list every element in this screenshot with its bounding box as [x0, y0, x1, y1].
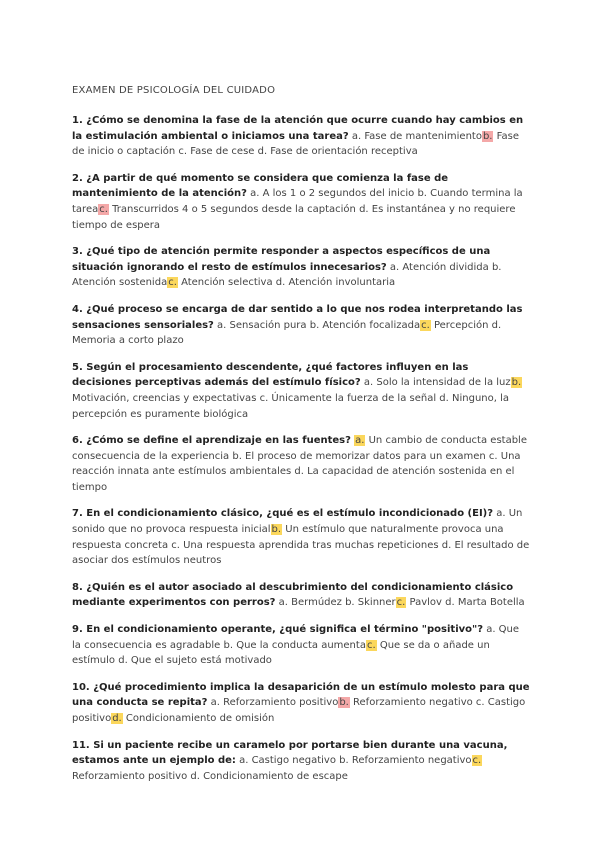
- answer-options: Condicionamiento de omisión: [122, 713, 275, 724]
- highlighted-answer: b.: [511, 377, 522, 389]
- question-text: 3. ¿Qué tipo de atención permite responder a aspectos específicos de una situación ignorando el resto de estímulos innecesarios?: [72, 246, 491, 273]
- answer-options: a. Castigo negativo b. Reforzamiento negativo: [235, 755, 472, 767]
- question-item: [72, 738, 530, 785]
- document-title: EXAMEN DE PSICOLOGÍA DEL CUIDADO: [72, 85, 276, 96]
- question-text: 10. ¿Qué procedimiento implica la desaparición de un estímulo molesto para que una conducta se repita?: [72, 681, 530, 709]
- answer-options: Pavlov d. Marta Botella: [406, 597, 525, 609]
- question-text: 4. ¿Qué proceso se encarga de dar sentido a lo que nos rodea interpretando las sensaciones sensoriales?: [72, 303, 523, 331]
- answer-options: a. Que la consecuencia es agradable b. Que la conducta aumenta: [72, 624, 520, 651]
- highlighted-answer: b.: [271, 524, 282, 536]
- question-item: [72, 171, 530, 233]
- question-text: 9. En el condicionamiento operante, ¿qué significa el término "positivo"?: [72, 624, 484, 636]
- highlighted-answer: c.: [421, 319, 430, 331]
- question-text: 11. Si un paciente recibe un caramelo por portarse bien durante una vacuna, estamos ante un ejemplo de:: [72, 739, 508, 767]
- answer-options: Que se da o añade un estímulo d. Que el sujeto está motivado: [72, 639, 490, 667]
- question-item: [72, 360, 530, 422]
- answer-options: a. Reforzamiento positivo: [207, 697, 339, 709]
- answer-options: a. Solo la intensidad de la luz: [360, 377, 511, 389]
- answer-options: a. Bermúdez b. Skinner: [275, 597, 396, 609]
- question-text: 8. ¿Quién es el autor asociado al descubrimiento del condicionamiento clásico mediante experimentos con perros?: [72, 581, 514, 609]
- highlighted-answer: b.: [339, 697, 349, 709]
- highlighted-answer: d.: [112, 713, 122, 724]
- answer-options: Un estímulo que naturalmente provoca una respuesta concreta c. Una respuesta aprendida tras muchas repeticiones d. El resultado de asociar dos estímulos neutros: [72, 524, 530, 567]
- question-text: 7. En el condicionamiento clásico, ¿qué es el estímulo incondicionado (EI)?: [72, 508, 494, 520]
- question-text: 2. ¿A partir de qué momento se considera que comienza la fase de mantenimiento de la atención?: [72, 172, 449, 200]
- question-item: [72, 622, 530, 669]
- answer-options: a. Fase de mantenimiento: [348, 130, 482, 142]
- question-item: [72, 244, 530, 291]
- highlighted-answer: c.: [366, 639, 376, 651]
- question-item: [72, 433, 530, 495]
- highlighted-answer: c.: [396, 597, 406, 609]
- answer-options: Percepción d. Memoria a corto plazo: [72, 319, 502, 347]
- question-item: [72, 506, 530, 568]
- highlighted-answer: b.: [482, 130, 493, 142]
- answer-options: a. A los 1 o 2 segundos del inicio b. Cuando termina la tarea: [72, 188, 523, 215]
- answer-options: a. Un sonido que no provoca respuesta inicial: [72, 508, 523, 536]
- answer-options: Fase de inicio o captación c. Fase de cese d. Fase de orientación receptiva: [72, 130, 519, 158]
- answer-options: a. Sensación pura b. Atención focalizada: [213, 319, 421, 331]
- answer-options: Atención selectiva d. Atención involuntaria: [177, 277, 396, 289]
- question-text: 5. Según el procesamiento descendente, ¿qué factores influyen en las decisiones perceptivas además del estímulo físico?: [72, 361, 469, 389]
- answer-options: Motivación, creencias y expectativas c. Únicamente la fuerza de la señal d. Ninguno, la percepción es puramente biológica: [72, 392, 509, 420]
- answer-options: Reforzamiento positivo d. Condicionamiento de escape: [72, 770, 348, 782]
- question-list: [72, 113, 530, 784]
- highlighted-answer: a.: [355, 435, 365, 447]
- highlighted-answer: c.: [472, 755, 482, 767]
- answer-options: Transcurridos 4 o 5 segundos desde la captación d. Es instantánea y no requiere tiempo de espera: [72, 203, 516, 231]
- answer-options: a. Atención dividida b. Atención sostenida: [72, 261, 502, 289]
- answer-options: Un cambio de conducta estable consecuencia de la experiencia b. El proceso de memorizar datos para un examen c. Una reacción innata ante estímulos ambientales d. La capacidad de atención sostenida en el tiempo: [72, 435, 527, 493]
- question-text: 6. ¿Cómo se define el aprendizaje en las fuentes?: [72, 435, 351, 447]
- highlighted-answer: c.: [99, 203, 108, 215]
- question-item: [72, 680, 530, 727]
- answer-options: Reforzamiento negativo c. Castigo positivo: [72, 697, 526, 724]
- question-text: 1. ¿Cómo se denomina la fase de la atención que ocurre cuando hay cambios en la estimulación ambiental o iniciamos una tarea?: [72, 115, 524, 142]
- question-item: [72, 302, 530, 349]
- question-item: [72, 580, 530, 611]
- highlighted-answer: c.: [168, 277, 177, 289]
- question-item: [72, 113, 530, 160]
